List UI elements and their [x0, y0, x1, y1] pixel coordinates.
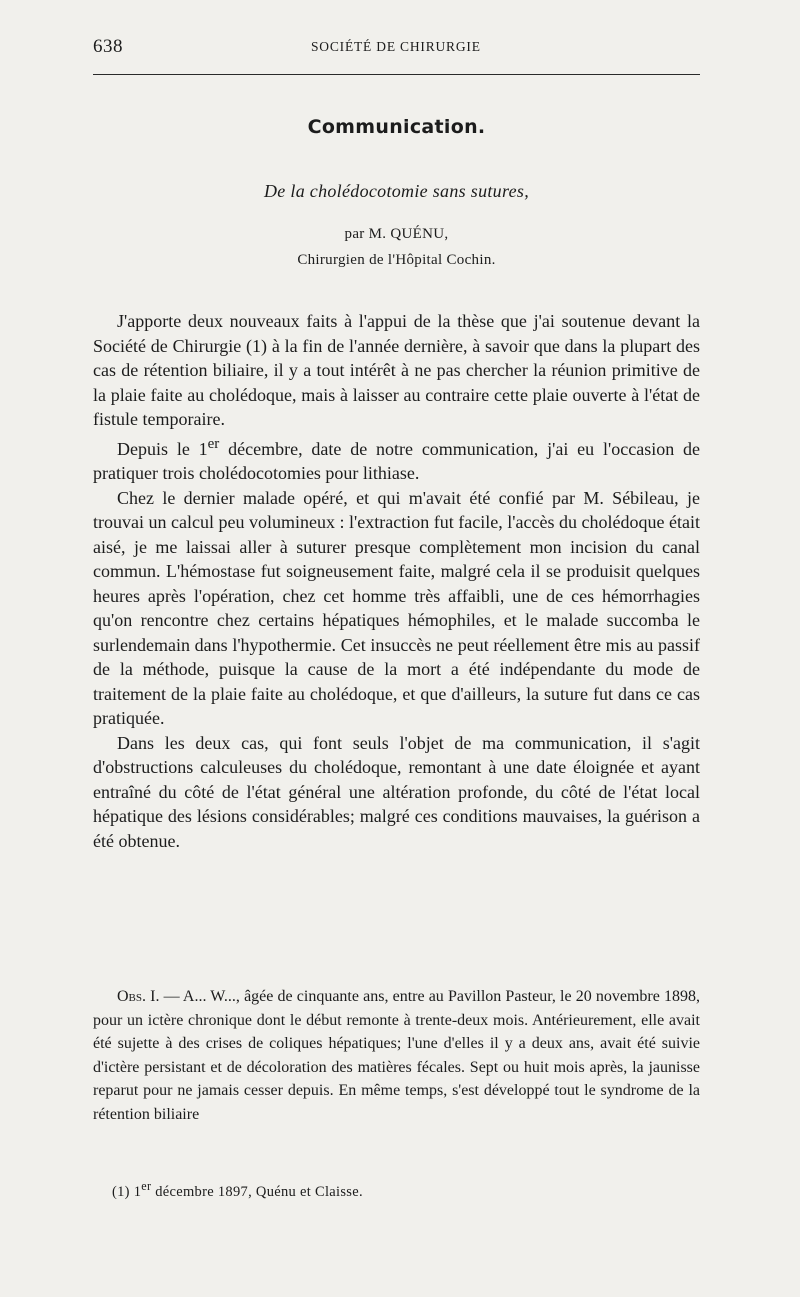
- article-body: [93, 309, 700, 853]
- paragraph-2-start: Depuis le 1: [117, 438, 208, 459]
- observation-text: — A... W..., âgée de cinquante ans, entre au Pavillon Pasteur, le 20 novembre 1898, pour un ictère chronique dont le début remonte à trente-deux mois. Antérieurement, elle avait été sujette à des crises de coliques hépatiques; l'une d'elles il y a deux ans, avait été suivie d'ictère persistant et de décoloration des matières fécales. Sept ou huit mois après, la jaunisse reparut pour ne jamais cesser depuis. En même temps, s'est développé tout le syndrome de la rétention biliaire: [93, 988, 700, 1123]
- page-number: 638: [93, 36, 123, 57]
- section-title: Communication.: [307, 116, 486, 138]
- paragraph-4: Dans les deux cas, qui font seuls l'objet de ma communication, il s'agit d'obstructions calculeuses du cholédoque, remontant à une date éloignée et ayant entraîné du côté de l'état général une altération profonde, du côté de l'état local hépatique des lésions considérables; malgré ces conditions mauvaises, la guérison a été obtenue.: [93, 732, 700, 851]
- paragraph-3: Chez le dernier malade opéré, et qui m'avait été confié par M. Sébileau, je trouvai un calcul peu volumineux : l'extraction fut facile, l'accès du cholédoque était aisé, je me laissai aller à suturer presque complètement mon incision du canal commun. L'hémostase fut soigneusement faite, malgré cela il se produisit quelques heures après l'opération, chez cet homme très affaibli, une de ces hémorrhagies qu'on rencontre chez certains hépatiques hémophiles, et le malade succomba le surlendemain dans l'hypothermie. Cet insuccès ne peut réellement être mis au passif de la méthode, puisque la cause de la mort a été indépendante du mode de traitement de la plaie faite au cholédoque, et que d'ailleurs, la suture fut dans ce cas pratiquée.: [93, 487, 700, 728]
- ordinal-superscript: er: [207, 435, 220, 452]
- author-byline: par M. QUÉNU,: [344, 226, 449, 242]
- author-affiliation: Chirurgien de l'Hôpital Cochin.: [297, 252, 496, 268]
- paragraph-1: J'apporte deux nouveaux faits à l'appui de la thèse que j'ai soutenue devant la Société de Chirurgie (1) à la fin de l'année dernière, à savoir que dans la plupart des cas de rétention biliaire, il y a tout intérêt à ne pas chercher la réunion primitive de la plaie faite au cholédoque, mais à laisser au contraire cette plaie ouverte à l'état de fistule temporaire.: [93, 311, 700, 429]
- article-title: De la cholédocotomie sans sutures,: [264, 181, 529, 201]
- paragraph-2: [93, 432, 700, 486]
- paragraph-2-rest: décembre, date de notre communication, j'ai eu l'occasion de pratiquer trois cholédocotomies pour lithiase.: [93, 438, 701, 483]
- running-title: SOCIÉTÉ DE CHIRURGIE: [311, 39, 481, 54]
- running-head: [93, 36, 700, 60]
- observation-paragraph: [93, 985, 700, 1127]
- footnote-superscript: er: [141, 1179, 152, 1193]
- footnote-text: décembre 1897, Quénu et Claisse.: [151, 1183, 363, 1200]
- footnote: [112, 1179, 363, 1201]
- footnote-marker: (1) 1: [112, 1183, 142, 1200]
- header-rule: [93, 74, 700, 75]
- observation-block: [93, 985, 700, 1127]
- observation-label: Obs. I.: [117, 988, 160, 1005]
